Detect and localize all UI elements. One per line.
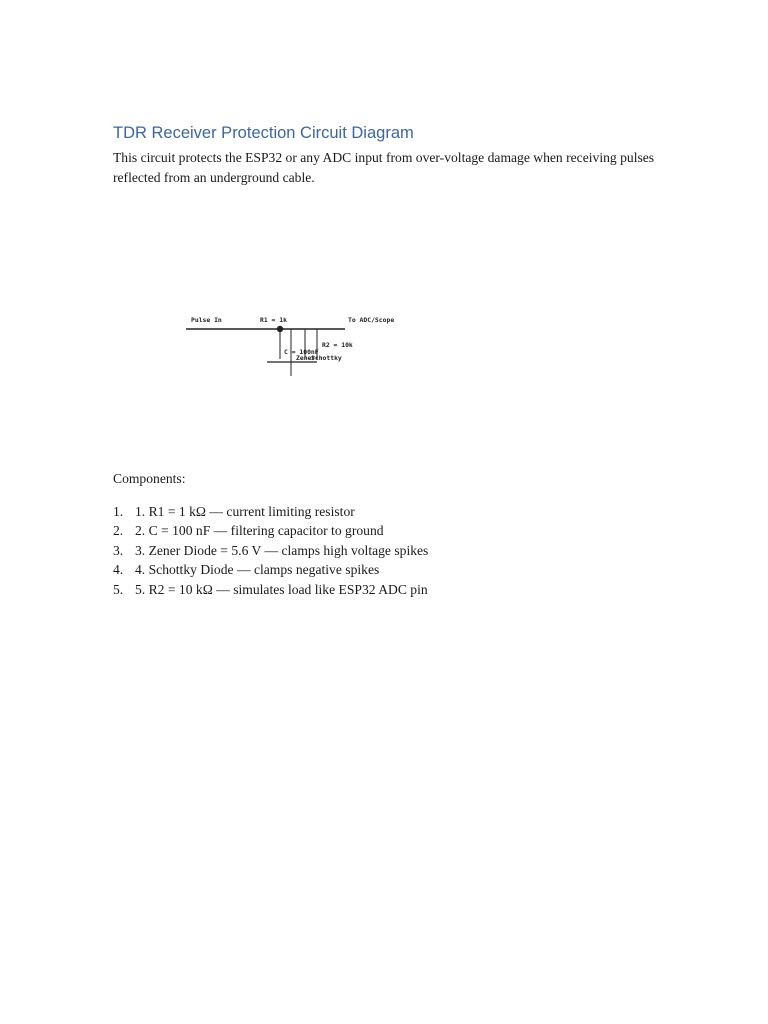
list-number: 4. [113, 562, 124, 578]
label-to-adc: To ADC/Scope [348, 316, 395, 324]
intro-paragraph: This circuit protects the ESP32 or any ADC input from over-voltage damage when receiving pulses reflected from an underground cable. [113, 150, 655, 185]
list-item-text: 3. Zener Diode = 5.6 V — clamps high voltage spikes [135, 542, 429, 558]
list-number: 5. [113, 581, 124, 597]
label-pulse-in: Pulse In [191, 316, 222, 324]
label-r2: R2 = 10k [322, 341, 353, 349]
list-item [113, 541, 428, 560]
list-item-text: 4. Schottky Diode — clamps negative spikes [135, 562, 380, 578]
list-item-text: 2. C = 100 nF — filtering capacitor to ground [135, 523, 384, 539]
list-number: 2. [113, 523, 124, 539]
components-heading: Components: [113, 471, 186, 486]
list-item-text: 1. R1 = 1 kΩ — current limiting resistor [135, 504, 355, 519]
label-capacitor: C = 100nF [284, 348, 319, 356]
list-number: 1. [113, 504, 124, 519]
list-item-text: 5. R2 = 10 kΩ — simulates load like ESP32 ADC pin [135, 581, 428, 597]
page-title: TDR Receiver Protection Circuit Diagram [113, 124, 414, 142]
list-item [113, 502, 428, 521]
label-zener: Zener [296, 354, 316, 362]
label-schottky: Schottky [311, 354, 342, 362]
list-item [113, 560, 428, 579]
list-number: 3. [113, 542, 124, 558]
circuit-diagram [180, 308, 420, 380]
components-list [113, 502, 428, 599]
label-r1: R1 = 1k [260, 316, 287, 324]
list-item [113, 521, 428, 540]
list-item [113, 580, 428, 599]
